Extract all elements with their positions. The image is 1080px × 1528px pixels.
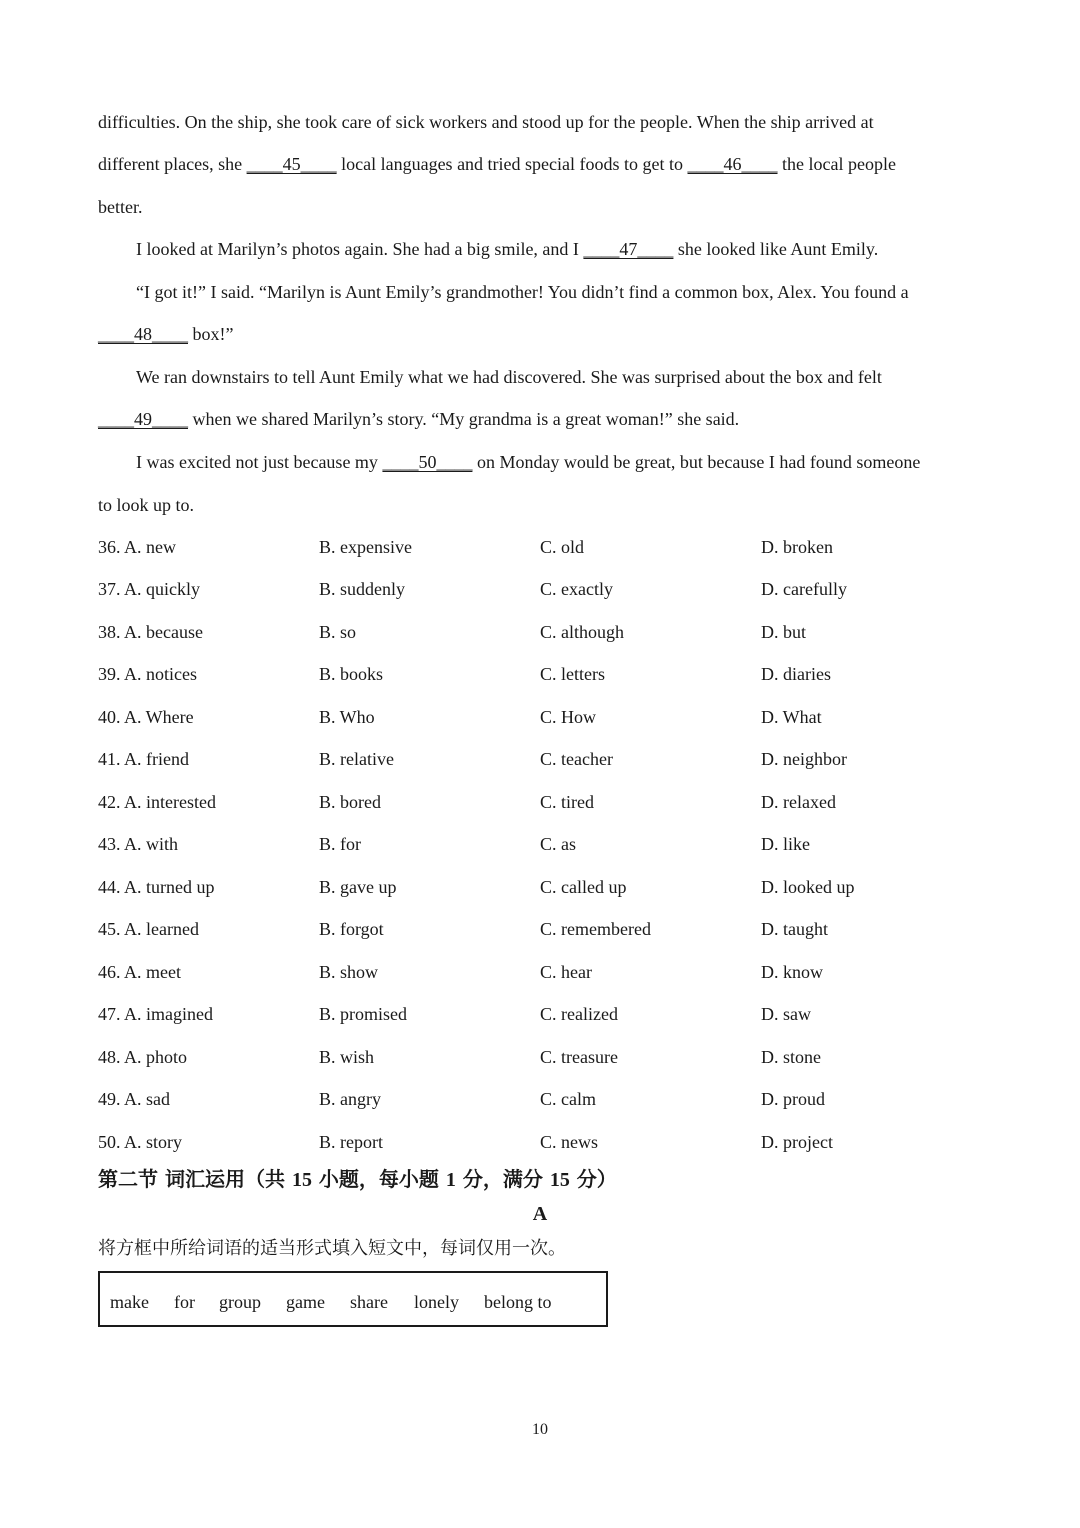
section-title-text: 小题，每小题 [311,1167,446,1191]
word-bank-item: group [219,1292,261,1312]
option-c: C. realized [540,1004,618,1024]
page-number: 10 [532,1421,548,1438]
passage-text: I was excited not just because my [136,452,383,472]
option-b: B. wish [319,1047,375,1067]
section-title-text: 分） [569,1167,617,1191]
option-b: B. bored [319,792,381,812]
option-row-49 [98,1088,978,1110]
option-a: 37. A. quickly [98,579,200,599]
option-row-36 [98,536,978,558]
option-c: C. exactly [540,579,613,599]
option-a: 47. A. imagined [98,1004,213,1024]
passage-text: on Monday would be great, but because I had found someone [472,452,921,472]
option-d: D. looked up [761,877,855,897]
passage-text: the local people [777,154,896,174]
option-d: D. carefully [761,579,847,599]
word-bank-item: belong to [484,1292,552,1312]
passage-line-10: to look up to. [98,495,195,515]
section-count: 15 [291,1169,312,1191]
option-row-38 [98,621,978,643]
option-a: 50. A. story [98,1132,183,1152]
option-a: 49. A. sad [98,1089,170,1109]
option-row-47 [98,1003,978,1025]
option-c: C. called up [540,877,627,897]
option-c: C. teacher [540,749,613,769]
option-row-44 [98,876,978,898]
passage-text: local languages and tried special foods to get to [336,154,688,174]
option-row-39 [98,663,978,685]
option-b: B. show [319,962,379,982]
word-bank-item: game [286,1292,325,1312]
option-a: 36. A. new [98,537,176,557]
option-b: B. suddenly [319,579,406,599]
passage-text: box!” [188,324,234,344]
blank-50: ____50____ [382,452,473,472]
passage-line-3: better. [98,197,143,217]
option-row-43 [98,833,978,855]
option-b: B. forgot [319,919,384,939]
option-a: 43. A. with [98,834,179,854]
option-d: D. diaries [761,664,831,684]
option-b: B. Who [319,707,375,727]
option-d: D. stone [761,1047,821,1067]
option-row-40 [98,706,978,728]
blank-48: ____48____ [98,324,188,344]
passage-line-8 [98,408,978,430]
word-bank-item: lonely [414,1292,459,1312]
blank-45: ____45____ [246,154,337,174]
option-row-41 [98,748,978,770]
section-points-each: 1 [445,1169,456,1191]
option-a: 48. A. photo [98,1047,188,1067]
option-c: C. news [540,1132,598,1152]
section-title-text: 分，满分 [455,1167,550,1191]
passage-line-2 [98,153,978,175]
option-c: C. remembered [540,919,651,939]
option-d: D. neighbor [761,749,847,769]
option-d: D. taught [761,919,828,939]
section-title-text: 第二节 词汇运用（共 [98,1167,292,1191]
option-c: C. calm [540,1089,596,1109]
option-d: D. saw [761,1004,811,1024]
option-c: C. How [540,707,597,727]
option-c: C. as [540,834,576,854]
option-row-42 [98,791,978,813]
section-total-points: 15 [549,1169,570,1191]
option-b: B. relative [319,749,394,769]
option-d: D. What [761,707,822,727]
option-d: D. project [761,1132,833,1152]
passage-text: she looked like Aunt Emily. [673,239,879,259]
option-c: C. although [540,622,624,642]
option-a: 46. A. meet [98,962,181,982]
word-bank-box [98,1271,608,1327]
option-b: B. expensive [319,537,412,557]
option-c: C. tired [540,792,594,812]
option-a: 45. A. learned [98,919,199,939]
option-d: D. proud [761,1089,825,1109]
option-row-45 [98,918,978,940]
blank-46: ____46____ [687,154,778,174]
option-b: B. gave up [319,877,397,897]
option-a: 44. A. turned up [98,877,215,897]
option-a: 41. A. friend [98,749,189,769]
part-heading: A [532,1203,548,1225]
option-a: 40. A. Where [98,707,194,727]
word-bank-item: for [174,1292,195,1312]
option-d: D. relaxed [761,792,836,812]
option-a: 42. A. interested [98,792,216,812]
option-c: C. letters [540,664,605,684]
option-row-46 [98,961,978,983]
passage-line-1: difficulties. On the ship, she took care of sick workers and stood up for the people. When the ship arrived at [98,112,874,132]
option-row-48 [98,1046,978,1068]
passage-line-9 [136,451,1016,473]
instruction-text: 将方框中所给词语的适当形式填入短文中，每词仅用一次。 [98,1238,566,1259]
passage-line-5: “I got it!” I said. “Marilyn is Aunt Emily’s grandmother! You didn’t find a common box, Alex. You found a [136,282,909,302]
option-b: B. promised [319,1004,407,1024]
option-c: C. treasure [540,1047,618,1067]
option-d: D. broken [761,537,833,557]
option-b: B. angry [319,1089,381,1109]
passage-line-4 [136,238,1016,260]
blank-49: ____49____ [98,409,188,429]
word-bank-item: share [350,1292,388,1312]
option-b: B. so [319,622,357,642]
option-b: B. books [319,664,384,684]
option-row-37 [98,578,978,600]
passage-text: different places, she [98,154,247,174]
passage-line-7: We ran downstairs to tell Aunt Emily what we had discovered. She was surprised about the box and felt [136,367,882,387]
passage-text: when we shared Marilyn’s story. “My grandma is a great woman!” she said. [188,409,740,429]
option-row-50 [98,1131,978,1153]
option-d: D. like [761,834,810,854]
option-d: D. but [761,622,806,642]
blank-47: ____47____ [583,239,674,259]
option-c: C. old [540,537,585,557]
option-d: D. know [761,962,823,982]
option-b: B. report [319,1132,383,1152]
passage-text: I looked at Marilyn’s photos again. She had a big smile, and I [136,239,584,259]
passage-line-6 [98,323,978,345]
option-b: B. for [319,834,361,854]
option-a: 39. A. notices [98,664,197,684]
option-a: 38. A. because [98,622,203,642]
option-c: C. hear [540,962,592,982]
word-bank-item: make [110,1292,149,1312]
section-title [98,1166,617,1193]
